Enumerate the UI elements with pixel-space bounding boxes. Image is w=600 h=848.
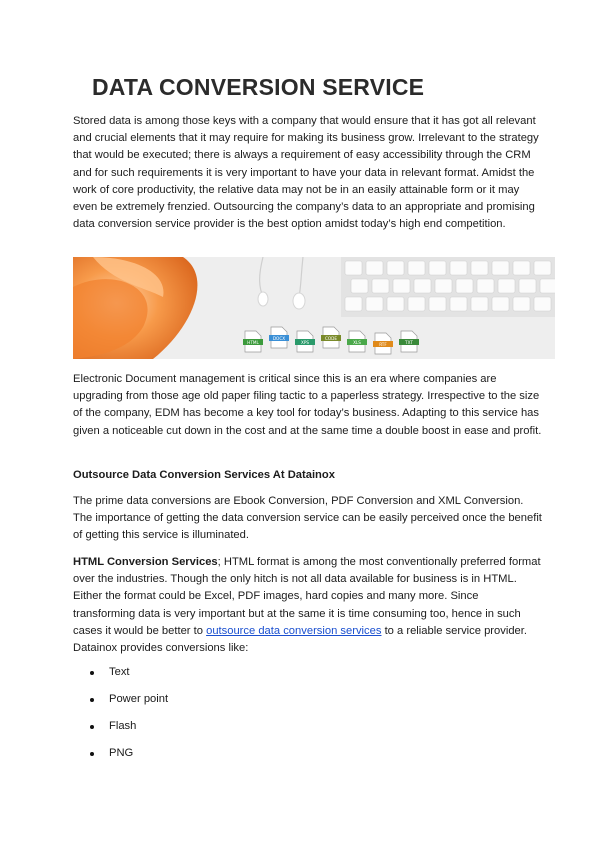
- keyboard-key: [414, 279, 431, 293]
- keyboard-key: [540, 279, 555, 293]
- keyboard-key: [387, 297, 404, 311]
- keyboard-key: [345, 261, 362, 275]
- list-item-label: PNG: [109, 747, 134, 759]
- keyboard-key: [477, 279, 494, 293]
- list-item: [90, 664, 168, 691]
- page-title: DATA CONVERSION SERVICE: [92, 74, 425, 100]
- keyboard-key: [372, 279, 389, 293]
- section-subheading: Outsource Data Conversion Services At Datainox: [73, 469, 335, 481]
- keyboard-key: [471, 297, 488, 311]
- outsource-services-link[interactable]: outsource data conversion services: [206, 624, 382, 637]
- list-item: [90, 745, 168, 772]
- bullet-icon: [90, 671, 94, 675]
- edm-paragraph: Electronic Document management is critical since this is an era where companies are upgrading from those age old paper filing tactic to a paperless strategy. Irrespective to the size of the company, EDM has become a key tool for today’s business. Adapting to this service has given a noticeable cut down in the cost and at the same time a double boost in ease and profit.: [73, 373, 542, 437]
- keyboard-key: [450, 297, 467, 311]
- list-item-label: Flash: [109, 720, 137, 732]
- keyboard-key: [345, 297, 362, 311]
- file-type-label: CODE: [324, 335, 338, 341]
- keyboard-key: [429, 297, 446, 311]
- list-item: [90, 718, 168, 745]
- keyboard-key: [366, 297, 383, 311]
- file-type-label: TXT: [405, 339, 413, 345]
- bullet-icon: [90, 698, 94, 702]
- file-type-label: RTF: [379, 341, 387, 347]
- keyboard-key: [435, 279, 452, 293]
- keyboard-key: [387, 261, 404, 275]
- bullet-icon: [90, 752, 94, 756]
- intro-paragraph: Stored data is among those keys with a company that would ensure that it has got all relevant and crucial elements that it may require for making its business grow. Irrelevant to the strategy that would be executed; there is always a requirement of easy accessibility through the CRM and for such requirements it is very important to have your data in relevant format. Amidst the work of core productivity, the relative data may not be in an easily attainable form or it may even be extremely frenzied. Outsourcing the company’s data to an appropriate and promising data conversion service provider is the best option amidst today’s high end competition.: [73, 115, 539, 231]
- file-type-label: HTML: [247, 339, 259, 345]
- keyboard-key: [492, 261, 509, 275]
- keyboard-key: [534, 297, 551, 311]
- list-item: [90, 691, 168, 718]
- keyboard-key: [351, 279, 368, 293]
- keyboard-key: [429, 261, 446, 275]
- keyboard-key: [408, 297, 425, 311]
- html-conversion-body: ; HTML format is among the most conventionally preferred format over the industries. Though the only hitch is not all data available for business is in HTML. Either the format could be Excel, PDF images, hard copies and many more. Since transforming data is very important but at the same it is time consuming too, hence in such cases it would be better to: [73, 556, 541, 637]
- bullet-icon: [90, 725, 94, 729]
- keyboard-key: [393, 279, 410, 293]
- conversions-list: [90, 664, 168, 772]
- keyboard-key: [408, 261, 425, 275]
- hero-image: [73, 257, 555, 359]
- hero-illustration: [73, 257, 555, 359]
- keyboard-key: [450, 261, 467, 275]
- file-type-label: XPS: [300, 339, 310, 345]
- keyboard-key: [492, 297, 509, 311]
- file-type-label: DOCX: [272, 335, 286, 341]
- keyboard-graphic: [341, 257, 555, 317]
- keyboard-key: [513, 297, 530, 311]
- list-item-label: Text: [109, 666, 130, 678]
- html-conversion-lead: HTML Conversion Services: [73, 556, 218, 568]
- keyboard-key: [456, 279, 473, 293]
- prime-conversions-paragraph: The prime data conversions are Ebook Conversion, PDF Conversion and XML Conversion. The importance of getting the data conversion service can be easily perceived once the benefit of getting this service is illuminated.: [73, 495, 542, 542]
- html-conversion-paragraph: [73, 554, 543, 657]
- keyboard-key: [471, 261, 488, 275]
- keyboard-key: [513, 261, 530, 275]
- keyboard-key: [498, 279, 515, 293]
- keyboard-key: [366, 261, 383, 275]
- html-conversion-body-end: to a reliable service provider. Datainox provides conversions like:: [73, 624, 527, 655]
- keyboard-key: [519, 279, 536, 293]
- file-type-label: XLS: [353, 339, 361, 345]
- list-item-label: Power point: [109, 693, 169, 705]
- keyboard-key: [534, 261, 551, 275]
